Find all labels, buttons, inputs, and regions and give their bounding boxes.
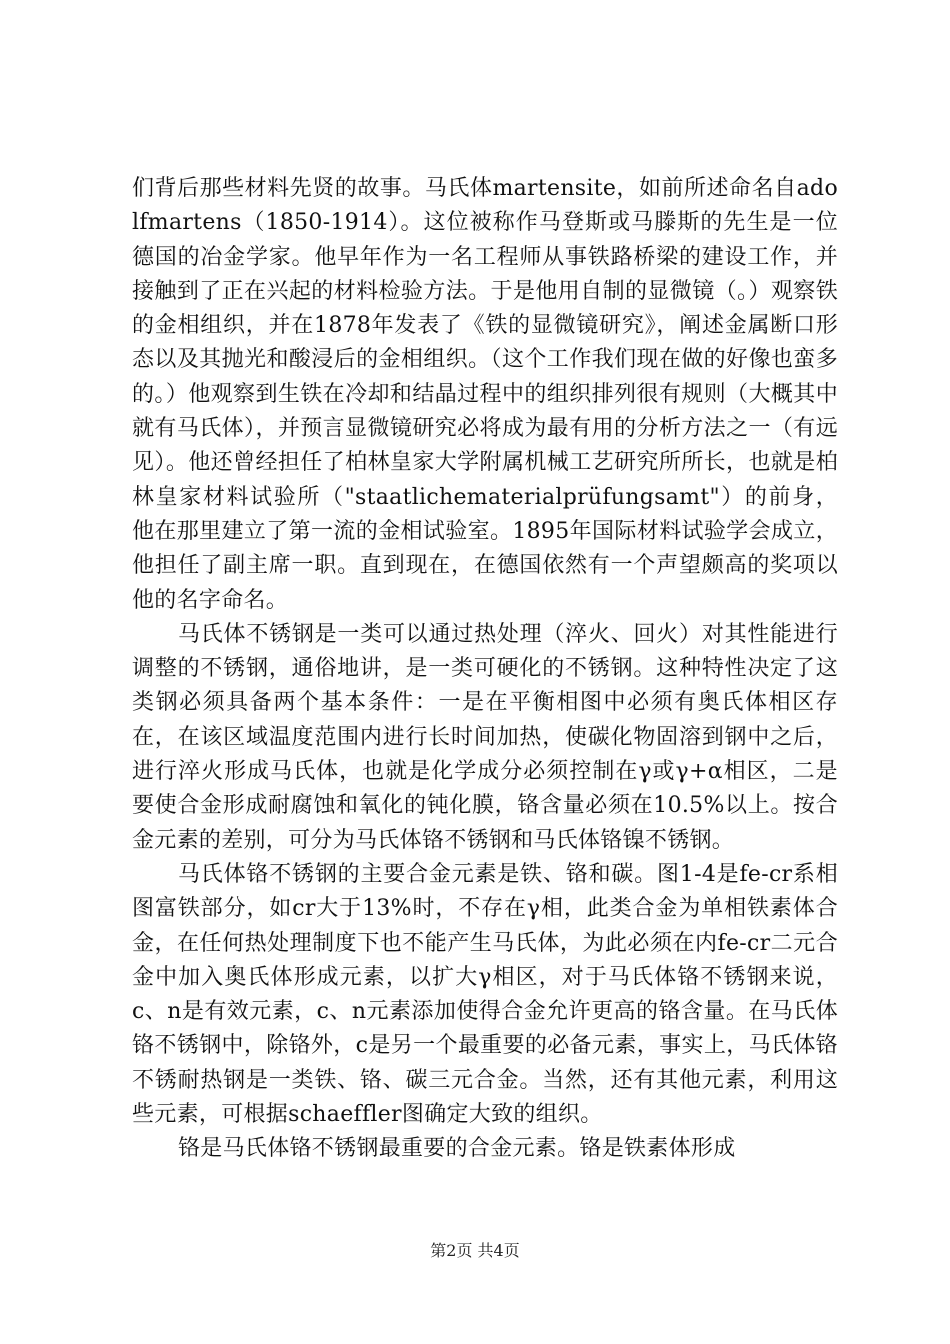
paragraph-2: 马氏体不锈钢是一类可以通过热处理（淬火、回火）对其性能进行调整的不锈钢，通俗地讲，是一类可硬化的不锈钢。这种特性决定了这类钢必须具备两个基本条件：一是在平衡相图中必须有奥氏体相区存在，在该区域温度范围内进行长时间加热，使碳化物固溶到钢中之后，进行淬火形成马氏体，也就是化学成分必须控制在γ或γ+α相区，二是要使合金形成耐腐蚀和氧化的钝化膜，铬含量必须在10.5%以上。按合金元素的差别，可分为马氏体铬不锈钢和马氏体铬镍不锈钢。 bbox=[132, 621, 838, 853]
body-text bbox=[132, 172, 838, 1167]
paragraph-4: 铬是马氏体铬不锈钢最重要的合金元素。铬是铁素体形成 bbox=[178, 1136, 736, 1162]
paragraph-1: 们背后那些材料先贤的故事。马氏体martensite，如前所述命名自adolfmartens（1850-1914）。这位被称作马登斯或马滕斯的先生是一位德国的冶金学家。他早年作为一名工程师从事铁路桥梁的建设工作，并接触到了正在兴起的材料检验方法。于是他用自制的显微镜（。）观察铁的金相组织，并在1878年发表了《铁的显微镜研究》，阐述金属断口形态以及其抛光和酸浸后的金相组织。（这个工作我们现在做的好像也蛮多的。）他观察到生铁在冷却和结晶过程中的组织排列很有规则（大概其中就有马氏体），并预言显微镜研究必将成为最有用的分析方法之一（有远见）。他还曾经担任了柏林皇家大学附属机械工艺研究所所长，也就是柏林皇家材料试验所（"staatlichematerialprüfungsamt"）的前身，他在那里建立了第一流的金相试验室。1895年国际材料试验学会成立，他担任了副主席一职。直到现在，在德国依然有一个声望颇高的奖项以他的名字命名。 bbox=[132, 176, 838, 613]
paragraph-3: 马氏体铬不锈钢的主要合金元素是铁、铬和碳。图1-4是fe-cr系相图富铁部分，如cr大于13%时，不存在γ相，此类合金为单相铁素体合金，在任何热处理制度下也不能产生马氏体，为此必须在内fe-cr二元合金中加入奥氏体形成元素，以扩大γ相区，对于马氏体铬不锈钢来说，c、n是有效元素，c、n元素添加使得合金允许更高的铬含量。在马氏体铬不锈钢中，除铬外，c是另一个最重要的必备元素，事实上，马氏体铬不锈耐热钢是一类铁、铬、碳三元合金。当然，还有其他元素，利用这些元素，可根据schaeffler图确定大致的组织。 bbox=[132, 861, 838, 1128]
page-footer: 第2页 共4页 bbox=[430, 1241, 520, 1260]
